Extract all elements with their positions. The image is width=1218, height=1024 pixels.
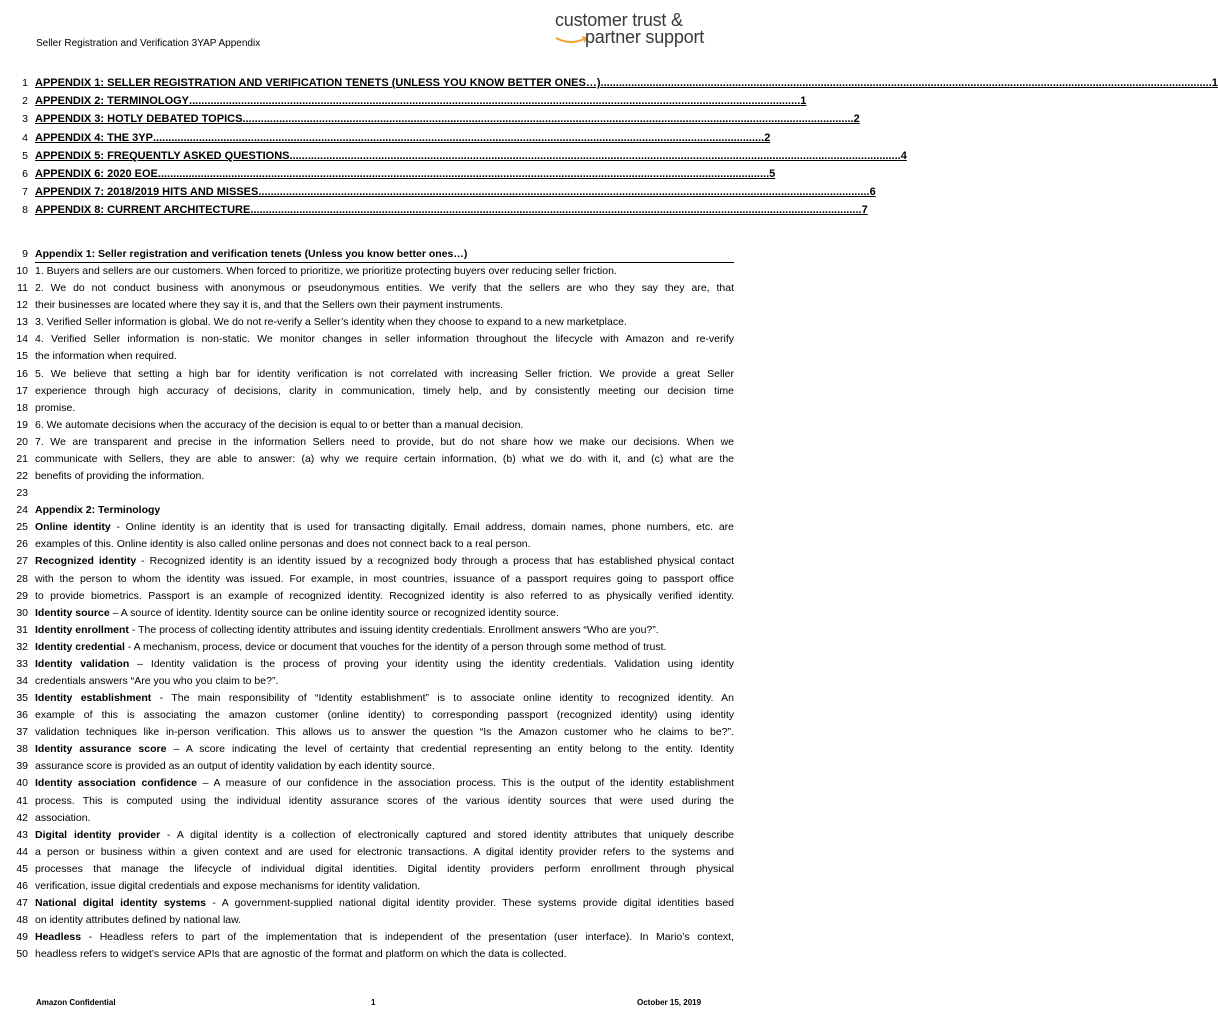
line-number: 10	[16, 265, 28, 278]
toc-link[interactable]	[35, 75, 1218, 92]
toc-link[interactable]	[35, 130, 771, 147]
glossary-definition: – A source of identity. Identity source can be online identity source or recognized identity source.	[109, 606, 559, 619]
toc-leader-dots: ........................................................................................................................................................................................................	[242, 113, 854, 126]
toc-leader-dots: ........................................................................................................................................................................................................	[152, 131, 765, 144]
section-heading: Appendix 1: Seller registration and verification tenets (Unless you know better ones…)	[35, 246, 734, 263]
line-text	[35, 519, 734, 536]
line-number: 7	[22, 186, 28, 199]
text-line	[0, 656, 768, 673]
line-number: 41	[16, 794, 28, 807]
glossary-definition: - A digital identity is a collection of electronically captured and stored identity attributes that uniquely describe	[160, 828, 734, 841]
toc-link[interactable]	[35, 166, 776, 183]
toc-leader-dots: ........................................................................................................................................................................................................	[189, 95, 801, 108]
line-text	[35, 741, 734, 758]
glossary-term: Identity validation	[35, 657, 130, 670]
toc-page-number: 6	[869, 186, 876, 199]
text-line	[0, 519, 768, 536]
toc-entry[interactable]	[0, 130, 771, 147]
glossary-term: Identity assurance score	[35, 743, 167, 756]
toc-page-number: 5	[769, 168, 776, 180]
text-line	[0, 929, 768, 946]
line-text: 1. Buyers and sellers are our customers. When forced to prioritize, we prioritize protecting buyers over reducing seller friction.	[35, 265, 617, 278]
toc-link[interactable]	[35, 111, 860, 128]
line-text: 3. Verified Seller information is global. We do not re-verify a Seller’s identity when they choose to expand to a new marketplace.	[35, 316, 627, 329]
text-line	[0, 485, 768, 502]
text-line	[0, 861, 768, 878]
line-number: 19	[16, 418, 28, 431]
line-text: validation techniques like in-person verification. This allows us to answer the question “Is the Amazon customer who he claims to be?”.	[35, 726, 734, 739]
text-line	[0, 844, 768, 861]
line-text: processes that manage the lifecycle of individual digital identities. Digital identity providers perform enrollment through physical	[35, 862, 734, 875]
text-line	[0, 331, 768, 348]
toc-entry[interactable]	[0, 166, 776, 183]
text-line	[0, 536, 768, 553]
glossary-definition: - Online identity is an identity that is used for transacting digitally. Email address, domain names, phone numbers, etc. are	[110, 521, 735, 534]
toc-label: APPENDIX 7: 2018/2019 HITS AND MISSES	[35, 186, 259, 199]
text-line	[0, 468, 768, 485]
text-line	[0, 588, 768, 605]
line-number: 35	[16, 692, 28, 705]
toc-link[interactable]	[35, 184, 876, 201]
line-text	[35, 622, 734, 639]
toc-entry[interactable]	[0, 93, 807, 110]
logo-line-1: customer trust &	[555, 10, 683, 30]
section-heading-line	[0, 502, 768, 519]
line-number: 47	[16, 897, 28, 910]
line-number: 37	[16, 726, 28, 739]
line-number: 36	[16, 709, 28, 722]
glossary-definition: – A measure of our confidence in the association process. This is the output of the identity establishment	[196, 777, 734, 790]
glossary-definition: - Headless refers to part of the implementation that is independent of the presentation (user interface). In Mario’s context,	[81, 931, 734, 944]
toc-link[interactable]	[35, 148, 907, 165]
toc-link[interactable]	[35, 93, 807, 110]
line-number: 13	[16, 316, 28, 329]
toc-leader-dots: ........................................................................................................................................................................................................	[600, 77, 1212, 89]
logo-line-2: partner support	[585, 27, 705, 47]
line-number: 29	[16, 589, 28, 602]
line-number: 33	[16, 657, 28, 670]
glossary-definition: - Recognized identity is an identity issued by a recognized body through a process that has established physical contact	[136, 555, 734, 568]
glossary-definition: – Identity validation is the process of proving your identity using the identity credentials. Validation using identity	[129, 657, 735, 670]
toc-entry[interactable]	[0, 111, 860, 128]
line-number: 17	[16, 384, 28, 397]
line-text: example of this is associating the amazon customer (online identity) to corresponding passport (recognized identity) using identity	[35, 709, 734, 722]
line-number: 31	[16, 623, 28, 636]
line-number: 21	[16, 452, 28, 465]
footer-page-number: 1	[371, 998, 376, 1007]
line-number: 43	[16, 828, 28, 841]
text-line	[0, 571, 768, 588]
text-line	[0, 417, 768, 434]
line-number: 25	[16, 521, 28, 534]
glossary-definition: - The process of collecting identity attributes and issuing identity credentials. Enrollment answers “Who are you?”.	[128, 623, 659, 636]
line-text: the information when required.	[35, 350, 177, 363]
text-line	[0, 451, 768, 468]
toc-page-number: 1	[1211, 77, 1218, 89]
line-number: 32	[16, 640, 28, 653]
glossary-term: Headless	[35, 931, 82, 944]
glossary-term: Identity source	[35, 606, 110, 619]
line-number: 3	[22, 113, 28, 126]
toc-entry[interactable]	[0, 184, 876, 201]
line-text	[35, 605, 734, 622]
glossary-term: Identity enrollment	[35, 623, 129, 636]
line-number: 5	[22, 149, 28, 162]
text-line	[0, 348, 768, 365]
line-text	[35, 895, 734, 912]
footer-confidential: Amazon Confidential	[36, 998, 116, 1007]
text-line	[0, 946, 768, 963]
section-heading-line	[0, 246, 768, 263]
line-text: with the person to whom the identity was issued. For example, in most countries, issuance of a passport requires going to passport office	[35, 572, 734, 585]
line-number: 12	[16, 299, 28, 312]
line-number: 4	[22, 131, 28, 144]
line-number: 18	[16, 401, 28, 414]
text-line	[0, 263, 768, 280]
text-line	[0, 366, 768, 383]
line-text: 6. We automate decisions when the accuracy of the decision is equal to or better than a manual decision.	[35, 418, 524, 431]
line-number: 20	[16, 435, 28, 448]
line-text: examples of this. Online identity is also called online personas and does not connect back to a real person.	[35, 538, 531, 551]
toc-label: APPENDIX 1: SELLER REGISTRATION AND VERIFICATION TENETS (UNLESS YOU KNOW BETTER ONES…)	[35, 77, 601, 89]
toc-label: APPENDIX 8: CURRENT ARCHITECTURE	[35, 204, 251, 217]
line-number: 28	[16, 572, 28, 585]
line-text: process. This is computed using the individual identity assurance scores of the various identity sources that were used during the	[35, 794, 734, 807]
line-text: 7. We are transparent and precise in the information Sellers need to provide, but do not share how we make our decisions. When we	[35, 435, 734, 448]
line-number: 9	[22, 248, 28, 260]
line-text	[35, 639, 734, 656]
line-text: assurance score is provided as an output of identity validation by each identity source.	[35, 760, 435, 773]
text-line	[0, 878, 768, 895]
text-line	[0, 383, 768, 400]
toc-leader-dots: ........................................................................................................................................................................................................	[258, 186, 870, 199]
text-line	[0, 605, 768, 622]
toc-label: APPENDIX 6: 2020 EOE	[35, 168, 158, 180]
text-line	[0, 724, 768, 741]
line-text: 4. Verified Seller information is non-static. We monitor changes in seller information throughout the lifecycle with Amazon and re-verify	[35, 333, 734, 346]
toc-label: APPENDIX 3: HOTLY DEBATED TOPICS	[35, 113, 243, 126]
toc-page-number: 7	[861, 204, 868, 217]
text-line	[0, 793, 768, 810]
line-number: 11	[17, 282, 28, 295]
toc-entry[interactable]	[0, 75, 1218, 92]
glossary-term: Recognized identity	[35, 555, 137, 568]
line-text: on identity attributes defined by national law.	[35, 914, 242, 927]
toc-leader-dots: ........................................................................................................................................................................................................	[250, 204, 862, 217]
glossary-definition: - The main responsibility of “Identity establishment” is to associate online identity to recognized identity. An	[151, 692, 734, 705]
toc-link[interactable]	[35, 202, 868, 219]
text-line	[0, 690, 768, 707]
glossary-definition: - A mechanism, process, device or document that vouches for the identity of a person through some method of trust.	[124, 640, 667, 653]
line-text: a person or business within a given context and are used for electronic transactions. A digital identity provider refers to the systems and	[35, 845, 734, 858]
line-text	[35, 656, 734, 673]
line-number: 15	[16, 350, 28, 363]
line-number: 50	[16, 948, 28, 961]
text-line	[0, 280, 768, 297]
text-line	[0, 758, 768, 775]
line-text: benefits of providing the information.	[35, 470, 205, 483]
text-line	[0, 810, 768, 827]
text-line	[0, 912, 768, 929]
toc-entry[interactable]	[0, 202, 868, 219]
glossary-definition: – A score indicating the level of certainty that credential representing an entity belong to the entity. Identity	[166, 743, 735, 756]
line-number: 39	[16, 760, 28, 773]
logo-smile-icon	[555, 36, 589, 46]
text-line	[0, 622, 768, 639]
line-number: 46	[16, 879, 28, 892]
glossary-term: Identity association confidence	[35, 777, 197, 790]
line-text: 2. We do not conduct business with anonymous or pseudonymous entities. We verify that the sellers are who they say they are, that	[35, 282, 734, 295]
line-text: credentials answers “Are you who you claim to be?”.	[35, 675, 279, 687]
line-text: experience through high accuracy of decisions, clarity in communication, timely help, and by consistently meeting our decision time	[35, 384, 734, 397]
text-line	[0, 707, 768, 724]
line-number: 23	[16, 487, 28, 500]
line-number: 30	[16, 606, 28, 619]
line-text: association.	[35, 811, 91, 824]
glossary-term: Identity credential	[35, 640, 125, 653]
text-line	[0, 775, 768, 792]
toc-page-number: 2	[764, 131, 771, 144]
line-number: 22	[16, 470, 28, 483]
text-line	[0, 741, 768, 758]
toc-label: APPENDIX 4: THE 3YP	[35, 131, 153, 144]
line-number: 40	[16, 777, 28, 790]
toc-page-number: 4	[900, 149, 907, 162]
line-number: 8	[22, 204, 28, 217]
section-heading: Appendix 2: Terminology	[35, 504, 161, 517]
text-line	[0, 673, 768, 690]
line-text	[35, 929, 734, 946]
text-line	[0, 434, 768, 451]
text-line	[0, 297, 768, 314]
text-line	[0, 895, 768, 912]
company-logo	[555, 10, 755, 50]
toc-leader-dots: ........................................................................................................................................................................................................	[289, 149, 901, 162]
line-text: their businesses are located where they say it is, and that the Sellers own their payment instruments.	[35, 299, 504, 312]
line-number: 24	[16, 504, 28, 517]
glossary-term: National digital identity systems	[35, 897, 206, 910]
text-line	[0, 314, 768, 331]
line-number: 27	[16, 555, 28, 568]
toc-label: APPENDIX 2: TERMINOLOGY	[35, 95, 190, 108]
line-number: 45	[16, 862, 28, 875]
document-header-title: Seller Registration and Verification 3YAP Appendix	[36, 38, 261, 49]
line-text	[35, 775, 734, 792]
line-number: 14	[16, 333, 28, 346]
line-number: 44	[16, 845, 28, 858]
line-text	[35, 553, 734, 570]
glossary-term: Digital identity provider	[35, 828, 161, 841]
glossary-term: Identity establishment	[35, 692, 152, 705]
toc-page-number: 2	[853, 113, 860, 126]
line-number: 26	[16, 538, 28, 551]
line-text	[35, 690, 734, 707]
line-text: to provide biometrics. Passport is an example of recognized identity. Recognized identity is also referred to as physically verified identity.	[35, 589, 734, 602]
line-number: 48	[16, 914, 28, 927]
line-number: 2	[22, 95, 28, 108]
line-text	[35, 827, 734, 844]
line-number: 49	[16, 931, 28, 944]
glossary-definition: - A government-supplied national digital identity provider. These systems provide digital identities based	[205, 897, 735, 910]
line-number: 1	[22, 77, 28, 89]
line-number: 38	[16, 743, 28, 756]
line-text: 5. We believe that setting a high bar for identity verification is not correlated with increasing Seller friction. We provide a great Seller	[35, 367, 734, 380]
line-text: promise.	[35, 401, 76, 414]
text-line	[0, 639, 768, 656]
toc-entry[interactable]	[0, 148, 907, 165]
text-line	[0, 827, 768, 844]
toc-leader-dots: ........................................................................................................................................................................................................	[157, 168, 770, 180]
toc-label: APPENDIX 5: FREQUENTLY ASKED QUESTIONS	[35, 149, 290, 162]
line-number: 6	[22, 168, 28, 180]
text-line	[0, 400, 768, 417]
text-line	[0, 553, 768, 570]
footer-date: October 15, 2019	[637, 998, 702, 1007]
line-number: 34	[16, 675, 28, 687]
toc-page-number: 1	[800, 95, 807, 108]
line-text: headless refers to widget’s service APIs that are agnostic of the format and platform on which the data is collected.	[35, 948, 567, 961]
line-text: verification, issue digital credentials and expose mechanisms for identity validation.	[35, 879, 421, 892]
line-text: communicate with Sellers, they are able to answer: (a) why we require certain information, (b) what we do with it, and (c) what are the	[35, 452, 734, 465]
line-number: 16	[16, 367, 28, 380]
glossary-term: Online identity	[35, 521, 111, 534]
line-number: 42	[16, 811, 28, 824]
